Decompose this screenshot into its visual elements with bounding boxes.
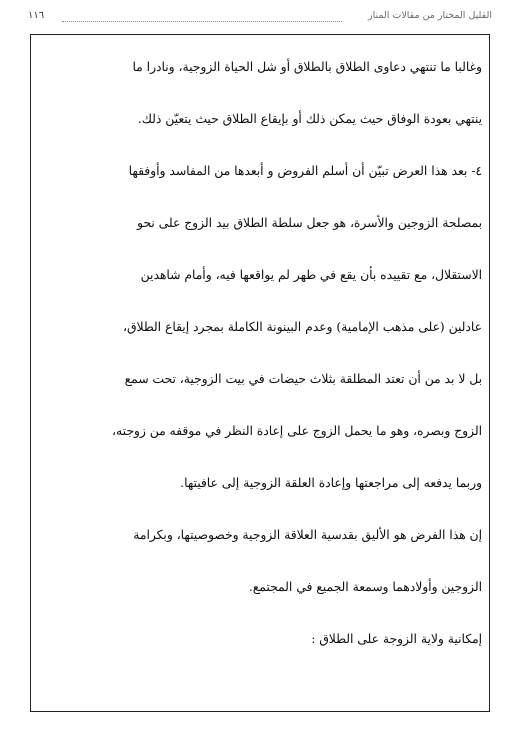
text-line: إن هذا الفرض هو الأليق بقدسية العلاقة الزوجية وخصوصيتها، وبكرامة [133,528,482,542]
text-line: ٤- بعد هذا العرض تبيّن أن أسلم الفروض و أبعدها من المفاسد وأوفقها [128,164,482,178]
text-line: وربما يدفعه إلى مراجعتها وإعادة العلقة الزوجية إلى عافيتها. [180,476,482,490]
running-header [28,10,492,26]
page-number: ١١٦ [28,10,45,21]
text-line: بمصلحة الزوجين والأسرة، هو جعل سلطة الطلاق بيد الزوج على نحو [137,216,482,230]
text-line: ينتهي بعودة الوفاق حيث يمكن ذلك أو بإيقاع الطلاق حيث يتعيّن ذلك. [137,112,482,126]
text-line: بل لا بد من أن تعتد المطلقة بثلاث حيضات في بيت الزوجية، تحت سمع [124,372,482,386]
body-text [44,58,482,682]
text-line: الاستقلال، مع تقييده بأن يقع في طهر لم يواقعها فيه، وأمام شاهدين [140,268,482,282]
section-heading: إمكانية ولاية الزوجة على الطلاق : [311,632,482,646]
text-line: الزوج وبصره، وهو ما يحمل الزوج على إعادة النظر في موقفه من زوجته، [112,424,482,438]
header-dotted-rule [62,21,342,22]
text-line: الزوجين وأولادهما وسمعة الجميع في المجتمع. [248,580,482,594]
running-title: القليل المختار من مقالات المنار [368,10,492,21]
text-line: عادلين (على مذهب الإمامية) وعدم البينونة الكاملة بمجرد إيقاع الطلاق، [123,320,482,334]
text-line: وغالبا ما تنتهي دعاوى الطلاق بالطلاق أو شل الحياة الزوجية، ونادرا ما [132,60,482,74]
